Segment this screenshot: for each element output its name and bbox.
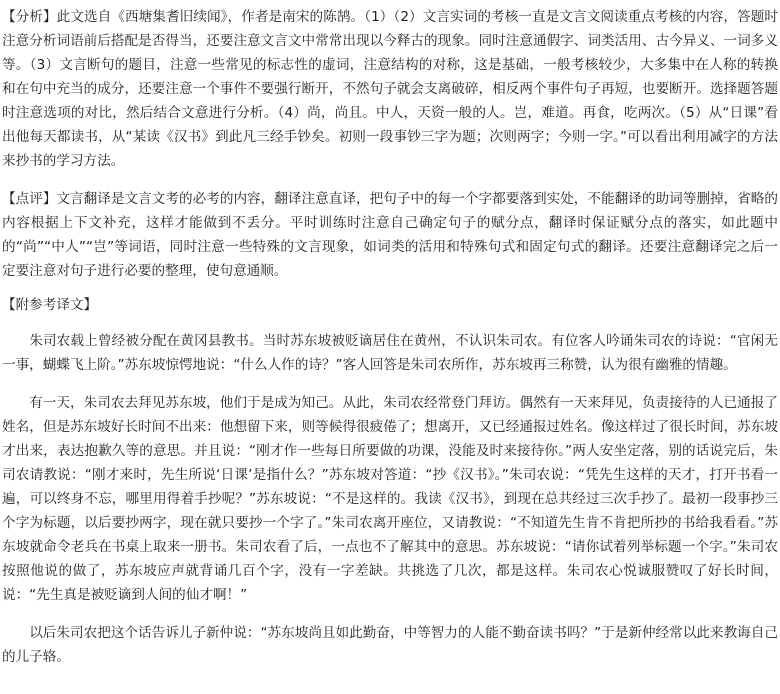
translation-paragraph-3: 以后朱司农把这个话告诉儿子新仲说：“苏东坡尚且如此勤奋，中等智力的人能不勤奋读书吗？”于是新仲经常以此来教诲自己的儿子辂。 bbox=[2, 625, 778, 665]
translation-header: 【附参考译文】 bbox=[2, 297, 98, 313]
analysis-section: 【分析】此文选自《西塘集耆旧续闻》，作者是南宋的陈鹄。（1）（2）文言实词的考核一直是文言文阅读重点考核的内容，答题时注意分析词语前后搭配是否得当，还要注意文言文中常常出现以今释古的现象。同时注意通假字、词类活用、古今异义、一词多义等。（3）文言断句的题目，注意一些常见的标志性的虚词，注意结构的对称，这是基础，一般考核较少，大多集中在人称的转换和在句中充当的成分，还要注意一个事件不要强行断开，不然句子就会支离破碎，相反两个事件句子再短，也要断开。选择题答题时注意选项的对比，然后结合文意进行分析。（4）尚，尚且。中人，天资一般的人。岂，难道。再食，吃两次。（5）从“日课”看出他每天都读书，从“某读《汉书》到此凡三经手钞矣。初则一段事钞三字为题；次则两字；今则一字。”可以看出利用减字的方法来抄书的学习方法。 bbox=[2, 9, 778, 169]
translation-paragraph-1: 朱司农载上曾经被分配在黄冈县教书。当时苏东坡被贬谪居住在黄州，不认识朱司农。有位客人吟诵朱司农的诗说：“官闲无一事，蝴蝶飞上阶。”苏东坡惊愕地说：“什么人作的诗？”客人回答是朱司农所作，苏东坡再三称赞，认为很有幽雅的情趣。 bbox=[2, 333, 778, 373]
translation-paragraph-2: 有一天，朱司农去拜见苏东坡，他们于是成为知己。从此，朱司农经常登门拜访。偶然有一天来拜见，负责接待的人已通报了姓名，但是苏东坡好长时间不出来：他想留下来，则等候得很疲倦了；想离开，又已经通报过姓名。像这样过了很长时间，苏东坡才出来，表达抱歉久等的意思。并且说：“刚才作一些每日所要做的功课，没能及时来接待你。”两人安坐定落，别的话说完后，朱司农请教说：“刚才来时，先生所说‘日课’是指什么？”苏东坡对答道：“抄《汉书》。”朱司农说：“凭先生这样的天才，打开书看一遍，可以终身不忘，哪里用得着手抄呢？”苏东坡说：“不是这样的。我读《汉书》，到现在总共经过三次手抄了。最初一段事抄三个字为标题，以后要抄两字，现在就只要抄一个字了。”朱司农离开座位，又请教说：“不知道先生肯不肯把所抄的书给我看看。”苏东坡就命令老兵在书桌上取来一册书。朱司农看了后，一点也不了解其中的意思。苏东坡说：“请你试着列举标题一个字。”朱司农按照他说的做了，苏东坡应声就背诵几百个字，没有一字差缺。共挑选了几次，都是这样。朱司农心悦诚服赞叹了好长时间，说：“先生真是被贬谪到人间的仙才啊！” bbox=[2, 395, 778, 603]
comment-section: 【点评】文言翻译是文言文考的必考的内容，翻译注意直译，把句子中的每一个字都要落到实处，不能翻译的助词等删掉，省略的内容根据上下文补充，这样才能做到不丢分。平时训练时注意自己确定句子的赋分点，翻译时保证赋分点的落实，如此题中的“尚”“中人”“岂”等词语，同时注意一些特殊的文言现象，如词类的活用和特殊句式和固定句式的翻译。还要注意翻译完之后一定要注意对句子进行必要的整理，使句意通顺。 bbox=[2, 191, 778, 279]
